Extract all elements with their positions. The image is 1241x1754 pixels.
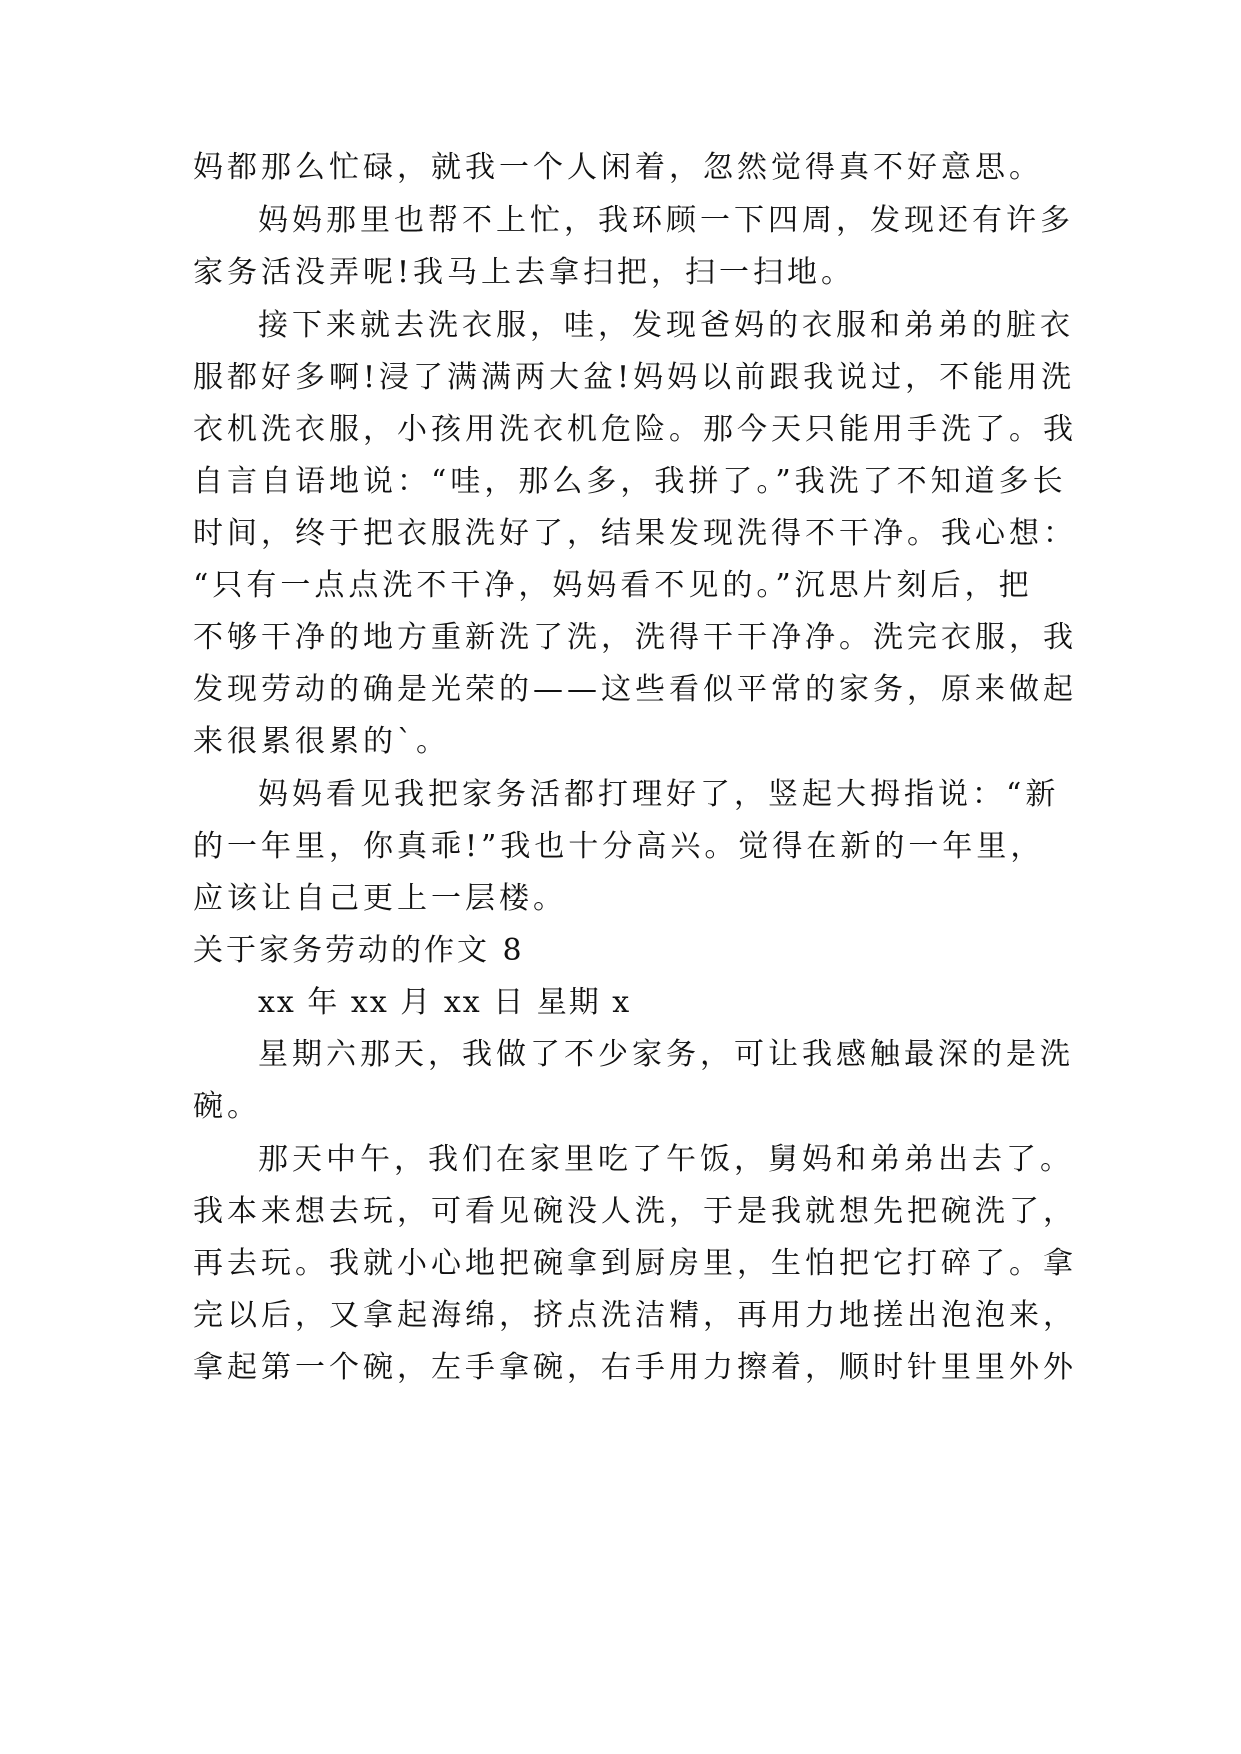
- date-line: xx 年 xx 月 xx 日 星期 x: [258, 985, 632, 1020]
- paragraph-3-line-5: 时间，终于把衣服洗好了，结果发现洗得不干净。我心想：: [193, 516, 1077, 551]
- paragraph-6-line-3: 再去玩。我就小心地把碗拿到厨房里，生怕把它打碎了。拿: [193, 1246, 1077, 1281]
- paragraph-3-line-6: “只有一点点洗不干净，妈妈看不见的。”沉思片刻后，把: [193, 568, 1033, 603]
- paragraph-5-line-2: 碗。: [193, 1089, 261, 1124]
- paragraph-6-line-1: 那天中午，我们在家里吃了午饭，舅妈和弟弟出去了。: [258, 1142, 1074, 1177]
- paragraph-5-line-1: 星期六那天，我做了不少家务，可让我感触最深的是洗: [258, 1037, 1074, 1072]
- paragraph-3-line-4: 自言自语地说：“哇，那么多，我拼了。”我洗了不知道多长: [193, 464, 1067, 499]
- paragraph-1-line-1: 妈都那么忙碌，就我一个人闲着，忽然觉得真不好意思。: [193, 150, 1043, 185]
- paragraph-4-line-3: 应该让自己更上一层楼。: [193, 881, 567, 916]
- paragraph-3-line-7: 不够干净的地方重新洗了洗，洗得干干净净。洗完衣服，我: [193, 620, 1077, 655]
- paragraph-3-line-1: 接下来就去洗衣服，哇，发现爸妈的衣服和弟弟的脏衣: [258, 308, 1074, 343]
- paragraph-6-line-2: 我本来想去玩，可看见碗没人洗，于是我就想先把碗洗了，: [193, 1194, 1077, 1229]
- paragraph-2-line-1: 妈妈那里也帮不上忙，我环顾一下四周，发现还有许多: [258, 203, 1074, 238]
- paragraph-6-line-4: 完以后，又拿起海绵，挤点洗洁精，再用力地搓出泡泡来，: [193, 1298, 1077, 1333]
- paragraph-3-line-3: 衣机洗衣服，小孩用洗衣机危险。那今天只能用手洗了。我: [193, 412, 1077, 447]
- paragraph-3-line-2: 服都好多啊!浸了满满两大盆!妈妈以前跟我说过，不能用洗: [193, 360, 1076, 395]
- paragraph-4-line-2: 的一年里，你真乖!”我也十分高兴。觉得在新的一年里，: [193, 829, 1045, 864]
- paragraph-2-line-2: 家务活没弄呢!我马上去拿扫把，扫一扫地。: [193, 255, 856, 290]
- paragraph-6-line-5: 拿起第一个碗，左手拿碗，右手用力擦着，顺时针里里外外: [193, 1350, 1077, 1385]
- paragraph-3-line-9: 来很累很累的`。: [193, 724, 450, 759]
- paragraph-4-line-1: 妈妈看见我把家务活都打理好了，竖起大拇指说：“新: [258, 777, 1060, 812]
- paragraph-3-line-8: 发现劳动的确是光荣的——这些看似平常的家务，原来做起: [193, 672, 1077, 707]
- section-title: 关于家务劳动的作文 8: [193, 933, 525, 968]
